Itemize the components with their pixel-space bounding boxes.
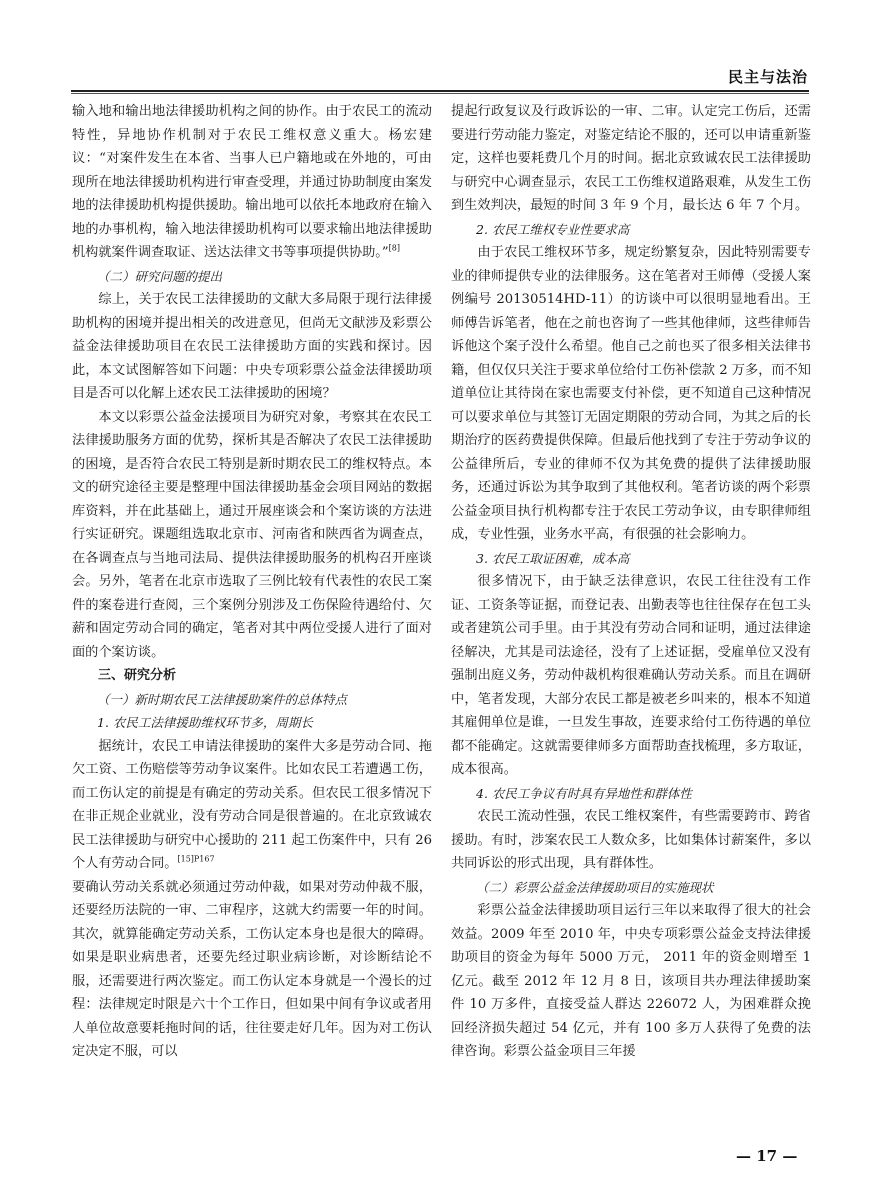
paragraph-continued (451, 100, 811, 218)
paragraph-continued (72, 876, 432, 1064)
paragraph-text: 输入地和输出地法律援助机构之间的协作。由于农民工的流动特性，异地协作机制对于农民工维权意义重大。杨宏建议：“对案件发生在本省、当事人已户籍地或在外地的，可由现所在地法律援助机构进行审查受理，并通过协助制度由案发地的法律援助机构提供援助。输出地可以依托本地政府在输入地的办事机构，输入地法律援助机构可以要求输出地法律援助机构就案件调查取证、送达法律文书等事项提供协助。” (72, 104, 432, 260)
left-column (72, 100, 432, 1064)
paragraph (451, 570, 811, 782)
page-number: — 17 — (736, 1147, 798, 1165)
paragraph-text: （二）研究问题的提出 (97, 268, 223, 284)
header-rule-thin (71, 93, 809, 94)
paragraph-text: 提起行政复议及行政诉讼的一审、二审。认定完工伤后，还需要进行劳动能力鉴定，对鉴定结论不服的，还可以申请重新鉴定，这样也要耗费几个月的时间。据北京致诚农民工法律援助与研究中心调查显示，农民工工伤维权道路艰难，从发生工伤到生效判决，最短的时间 3 年 9 个月，最长达 6 年 7 个月。 (451, 104, 811, 213)
paragraph-text: （二）彩票公益金法律援助项目的实施现状 (476, 879, 714, 895)
citation-marker: [8] (388, 243, 400, 253)
paragraph-text: 很多情况下，由于缺乏法律意识，农民工往往没有工作证、工资条等证据，而登记表、出勤表等也往往保存在包工头或者建筑公司手里。由于其没有劳动合同和证明，通过法律途径解决，尤其是司法途径，没有了上述证据，受雇单位又没有强制出庭义务，劳动仲裁机构很难确认劳动关系。而且在调研中，笔者发现，大部分农民工都是被老乡叫来的，根本不知道其雇佣单位是谁，一旦发生事故，连要求给付工伤待遇的单位都不能确定。这就需要律师多方面帮助查找梳理，多方取证，成本很高。 (451, 574, 811, 777)
paragraph-text: 4. 农民工争议有时具有异地性和群体性 (476, 785, 692, 801)
paragraph-text: （一）新时期农民工法律援助案件的总体特点 (97, 691, 348, 707)
paragraph (451, 241, 811, 547)
subsubsection-heading (451, 218, 811, 242)
paragraph-text: 1. 农民工法律援助维权环节多，周期长 (97, 715, 313, 730)
header-rule (71, 90, 809, 92)
subsection-heading (72, 265, 432, 289)
paragraph-text: 要确认劳动关系就必须通过劳动仲裁，如果对劳动仲裁不服，还要经历法院的一审、二审程序，这就大约需要一年的时间。其次，就算能确定劳动关系，工伤认定本身也是很大的障碍。如果是职业病患者，还要先经过职业病诊断，对诊断结论不服，还需要进行两次鉴定。而工伤认定本身就是一个漫长的过程：法律规定时限是六十个工作日，但如果中间有争议或者用人单位故意要耗拖时间的话，往往要走好几年。因为对工伤认定决定不服，可以 (72, 879, 432, 1059)
paragraph (451, 899, 811, 1064)
paragraph-text: 三、研究分析 (98, 668, 177, 683)
paragraph-text: 据统计，农民工申请法律援助的案件大多是劳动合同、拖欠工资、工伤赔偿等劳动争议案件。比如农民工若遭遇工伤，而工伤认定的前提是有确定的劳动关系。但农民工很多情况下在非正规企业就业，没有劳动合同是很普遍的。在北京致诚农民工法律援助与研究中心援助的 211 起工伤案件中，只有 26 个人有劳动合同。 (72, 738, 432, 871)
paragraph (72, 406, 432, 665)
subsubsection-heading (451, 547, 811, 571)
paragraph-text: 彩票公益金法律援助项目运行三年以来取得了很大的社会效益。2009 年至 2010 年，中央专项彩票公益金支持法律援助项目的资金为每年 5000 万元， 2011 年的资金则增至 1 亿元。截至 2012 年 12 月 8 日，该项目共办理法律援助案件 10 万多件，直接受益人群达 226072 人，为困难群众挽回经济损失超过 54 亿元，并有 100 多万人获得了免费的法律咨询。彩票公益金项目三年援 (451, 903, 811, 1059)
paragraph-text: 本文以彩票公益金法援项目为研究对象，考察其在农民工法律援助服务方面的优势，探析其是否解决了农民工法律援助的困境，是否符合农民工特别是新时期农民工的维权特点。本文的研究途径主要是整理中国法律援助基金会项目网站的数据库资料，并在此基础上，通过开展座谈会和个案访谈的方法进行实证研究。课题组选取北京市、河南省和陕西省为调查点，在各调查点与当地司法局、提供法律援助服务的机构召开座谈会。另外，笔者在北京市选取了三例比较有代表性的农民工案件的案卷进行查阅，三个案例分别涉及工伤保险待遇给付、欠薪和固定劳动合同的确定，笔者对其中两位受援人进行了面对面的个案访谈。 (72, 409, 432, 660)
running-header-section: 民主与法治 (727, 68, 808, 86)
citation-marker: [15]P167 (177, 854, 215, 864)
paragraph-text: 3. 农民工取证困难，成本高 (476, 550, 630, 566)
paragraph (451, 805, 811, 876)
subsubsection-heading (451, 782, 811, 806)
section-heading (72, 664, 432, 688)
paragraph-text: 2. 农民工维权专业性要求高 (476, 221, 630, 237)
paragraph-text: 由于农民工维权环节多，规定纷繁复杂，因此特别需要专业的律师提供专业的法律服务。这在笔者对王师傅（受援人案例编号 20130514HD-11）的访谈中可以很明显地看出。王师傅告诉笔者，他在之前也咨询了一些其他律师，这些律师告诉他这个案子没什么希望。他自己之前也买了很多相关法律书籍，但仅仅只关注于要求单位给付工伤补偿款 2 万多，而不知道单位让其待岗在家也需要支付补偿，更不知道自己这种情况可以要求单位与其签订无固定期限的劳动合同，为其之后的长期治疗的医药费提供保障。但最后他找到了专注于劳动争议的公益律所后，专业的律师不仅为其免费的提供了法律援助服务，还通过诉讼为其争取到了其他权利。笔者访谈的两个彩票公益金项目执行机构都专注于农民工劳动争议，由专职律师组成，专业性强，业务水平高，有很强的社会影响力。 (451, 245, 811, 542)
paragraph-text: 农民工流动性强，农民工维权案件，有些需要跨市、跨省援助。有时，涉案农民工人数众多，比如集体讨薪案件，多以共同诉讼的形式出现，具有群体性。 (451, 809, 811, 871)
right-column (451, 100, 811, 1064)
subsection-heading (72, 688, 432, 712)
subsection-heading (451, 876, 811, 900)
subsubsection-heading (72, 711, 432, 735)
paragraph-continued (72, 100, 432, 265)
paragraph (72, 735, 432, 876)
paragraph-text: 综上，关于农民工法律援助的文献大多局限于现行法律援助机构的困境并提出相关的改进意见，但尚无文献涉及彩票公益金法律援助项目在农民工法律援助方面的实践和探讨。因此，本文试图解答如下问题：中央专项彩票公益金法律援助项目是否可以化解上述农民工法律援助的困境？ (72, 292, 432, 401)
paragraph (72, 288, 432, 406)
